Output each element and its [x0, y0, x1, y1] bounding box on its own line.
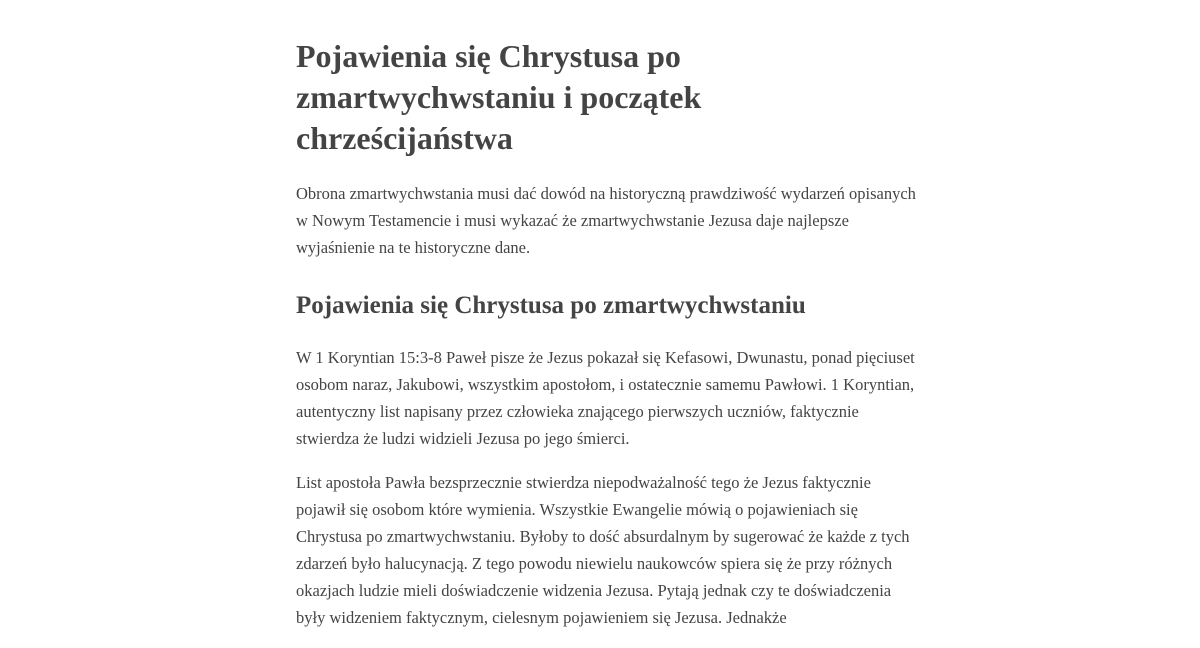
body-paragraph: List apostoła Pawła bezsprzecznie stwierdza niepodważalność tego że Jezus faktycznie pojawił się osobom które wymienia. Wszystkie Ewangelie mówią o pojawieniach się Chrystusa po zmartwychwstaniu. Byłoby to dość absurdalnym by sugerować że każde z tych zdarzeń było halucynacją. Z tego powodu niewielu naukowców spiera się że przy różnych okazjach ludzie mieli doświadczenie widzenia Jezusa. Pytają jednak czy te doświadczenia były widzeniem faktycznym, cielesnym pojawieniem się Jezusa. Jednakże	[296, 473, 910, 627]
article	[296, 36, 916, 648]
page-title: Pojawienia się Chrystusa po zmartwychwstaniu i początek chrześcijaństwa	[296, 38, 702, 156]
body-paragraph: W 1 Koryntian 15:3-8 Paweł pisze że Jezus pokazał się Kefasowi, Dwunastu, ponad pięciuset osobom naraz, Jakubowi, wszystkim apostołom, i ostatecznie samemu Pawłowi. 1 Koryntian, autentyczny list napisany przez człowieka znającego pierwszych uczniów, faktycznie stwierdza że ludzi widzieli Jezusa po jego śmierci.	[296, 348, 915, 448]
intro-paragraph: Obrona zmartwychwstania musi dać dowód na historyczną prawdziwość wydarzeń opisanych w Nowym Testamencie i musi wykazać że zmartwychwstanie Jezusa daje najlepsze wyjaśnienie na te historyczne dane.	[296, 184, 916, 257]
section-heading: Pojawienia się Chrystusa po zmartwychwstaniu	[296, 292, 806, 319]
